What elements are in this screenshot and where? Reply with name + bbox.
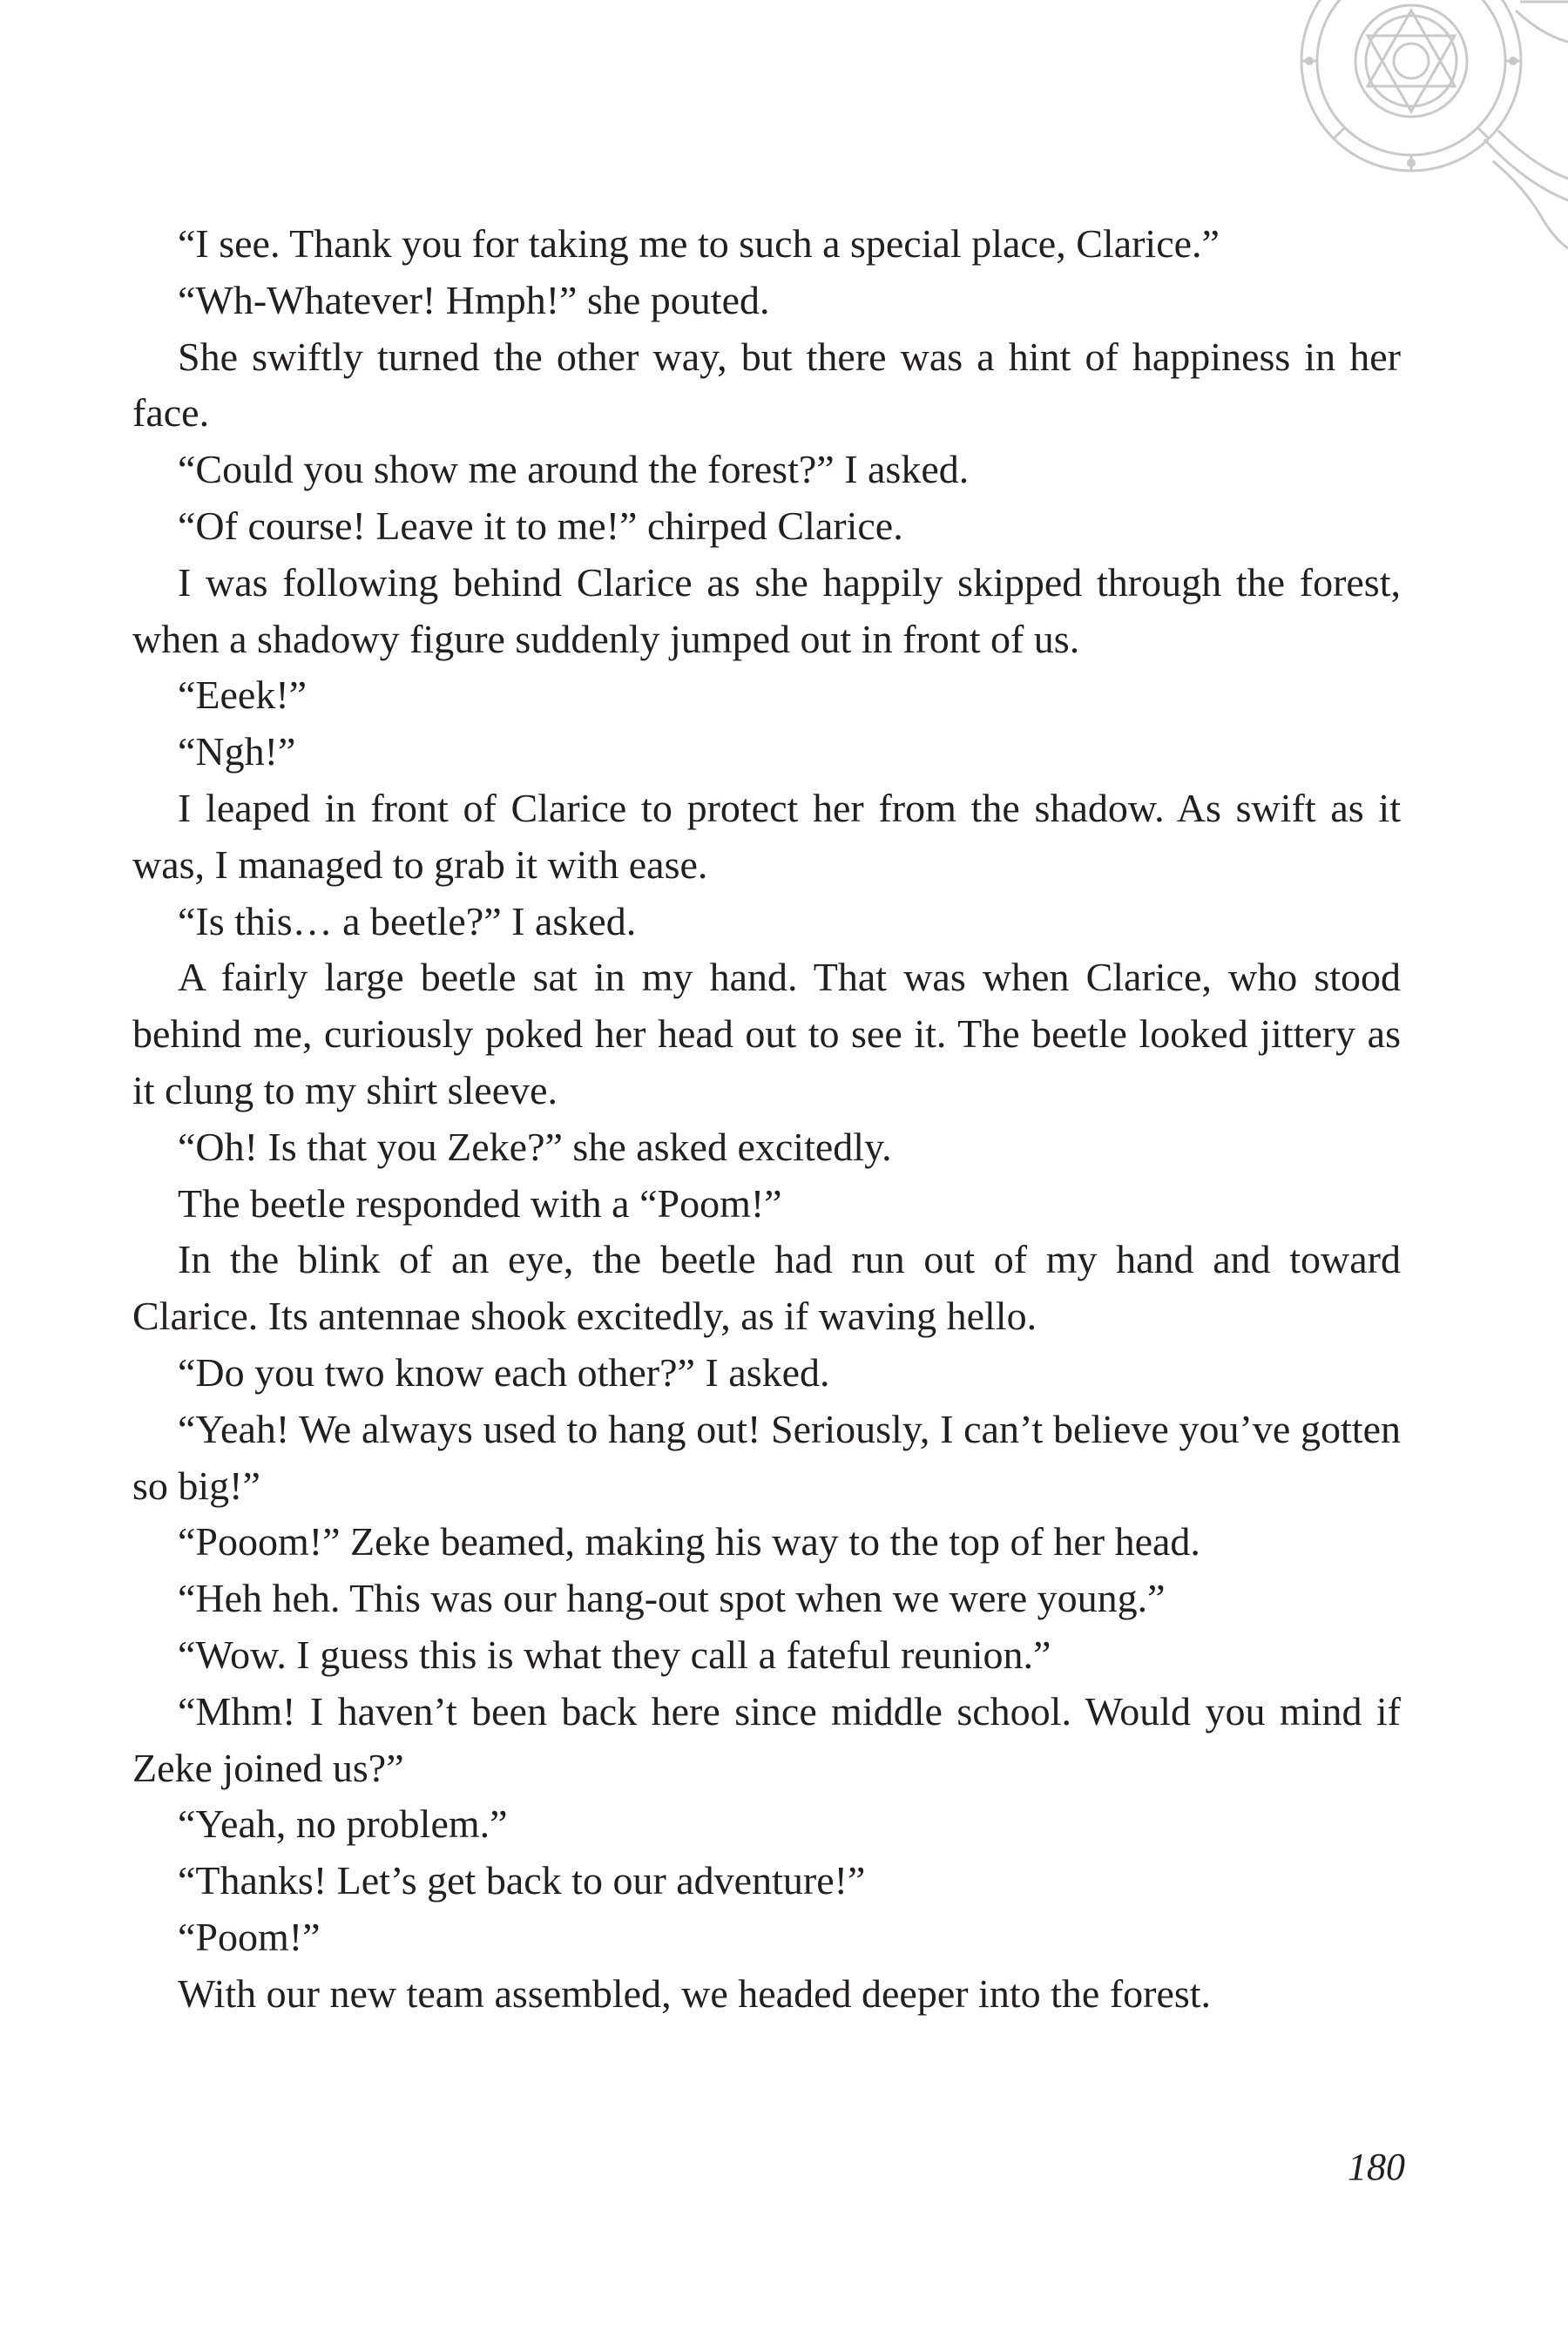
paragraph: “Thanks! Let’s get back to our adventure!” bbox=[178, 1858, 866, 1903]
paragraph: “I see. Thank you for taking me to such a special place, Clarice.” bbox=[178, 221, 1220, 266]
paragraph: “Wow. I guess this is what they call a fateful reunion.” bbox=[178, 1632, 1051, 1677]
paragraph: “Oh! Is that you Zeke?” she asked excitedly. bbox=[178, 1124, 892, 1169]
paragraph: “Yeah! We always used to hang out! Seriously, I can’t believe you’ve gotten so big!” bbox=[132, 1406, 1401, 1508]
paragraph: “Could you show me around the forest?” I asked. bbox=[178, 447, 970, 492]
paragraph: “Mhm! I haven’t been back here since middle school. Would you mind if Zeke joined us?” bbox=[132, 1688, 1401, 1790]
chapter-text bbox=[132, 216, 1401, 2023]
paragraph: In the blink of an eye, the beetle had run out of my hand and toward Clarice. Its antennae shook excitedly, as if waving hello. bbox=[132, 1237, 1401, 1339]
paragraph: “Eeek!” bbox=[178, 672, 308, 718]
paragraph: “Poom!” bbox=[178, 1914, 321, 1959]
paragraph: “Wh-Whatever! Hmph!” she pouted. bbox=[178, 277, 770, 322]
paragraph: She swiftly turned the other way, but there was a hint of happiness in her face. bbox=[132, 334, 1401, 436]
paragraph: “Of course! Leave it to me!” chirped Clarice. bbox=[178, 503, 903, 548]
paragraph: The beetle responded with a “Poom!” bbox=[178, 1180, 782, 1226]
paragraph: “Heh heh. This was our hang-out spot when we were young.” bbox=[178, 1576, 1166, 1621]
paragraph: “Yeah, no problem.” bbox=[178, 1801, 508, 1847]
paragraph: I leaped in front of Clarice to protect her from the shadow. As swift as it was, I managed to grab it with ease. bbox=[132, 785, 1401, 887]
paragraph: With our new team assembled, we headed deeper into the forest. bbox=[178, 1970, 1212, 2016]
paragraph: I was following behind Clarice as she happily skipped through the forest, when a shadowy figure suddenly jumped out in front of us. bbox=[132, 559, 1401, 661]
paragraph: A fairly large beetle sat in my hand. That was when Clarice, who stood behind me, curiously poked her head out to see it. The beetle looked jittery as it clung to my shirt sleeve. bbox=[132, 955, 1401, 1112]
page-number: 180 bbox=[1348, 2146, 1405, 2188]
paragraph: “Pooom!” Zeke beamed, making his way to the top of her head. bbox=[178, 1519, 1200, 1565]
paragraph: “Ngh!” bbox=[178, 729, 296, 774]
paragraph: “Is this… a beetle?” I asked. bbox=[178, 898, 637, 943]
paragraph: “Do you two know each other?” I asked. bbox=[178, 1349, 830, 1395]
